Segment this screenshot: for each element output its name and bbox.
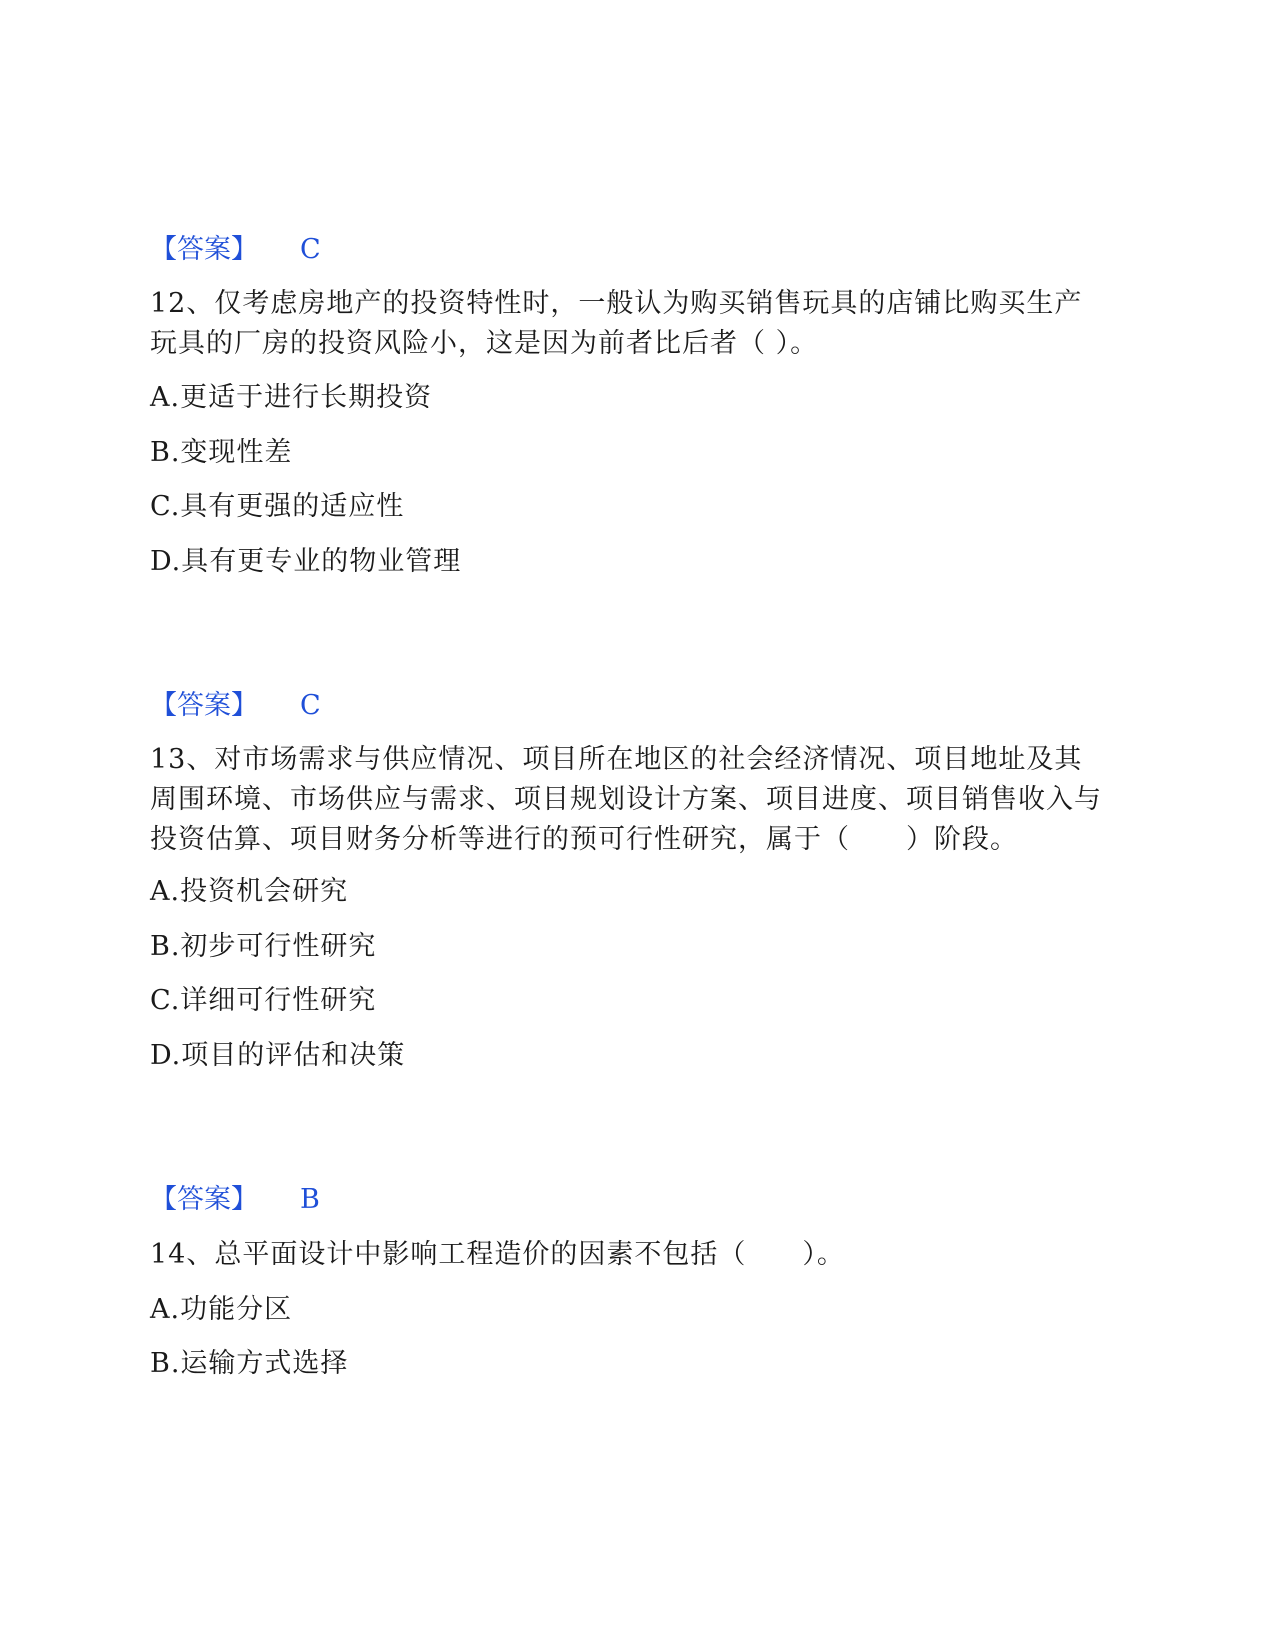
option-b: B.运输方式选择 [150,1348,349,1379]
question-14: 14、总平面设计中影响工程造价的因素不包括（ ）。 [150,1239,845,1270]
option-b: B.变现性差 [150,437,293,468]
answer-label: 【答案】 [150,690,258,721]
question-13: 13、对市场需求与供应情况、项目所在地区的社会经济情况、项目地址及其周围环境、市场供应与需求、项目规划设计方案、项目进度、项目销售收入与投资估算、项目财务分析等进行的预可行性研究，属于（ ）阶段。 [150,744,1102,855]
option-d: D.具有更专业的物业管理 [150,546,462,577]
option-c: C.详细可行性研究 [150,985,377,1016]
answer-label: 【答案】 [150,234,258,265]
option-d: D.项目的评估和决策 [150,1040,406,1071]
answer-line [150,688,1110,724]
answer-label: 【答案】 [150,1184,258,1215]
option-b: B.初步可行性研究 [150,931,377,962]
option-a: A.功能分区 [150,1294,293,1325]
question-12: 12、仅考虑房地产的投资特性时，一般认为购买销售玩具的店铺比购买生产玩具的厂房的投资风险小，这是因为前者比后者（ ）。 [150,288,1083,359]
option-a: A.更适于进行长期投资 [150,382,433,413]
answer-value: B [300,1184,320,1215]
answer-line [150,1182,1110,1218]
option-c: C.具有更强的适应性 [150,491,405,522]
answer-value: C [300,234,321,265]
option-a: A.投资机会研究 [150,876,349,907]
answer-value: C [300,690,321,721]
answer-line [150,232,1110,268]
